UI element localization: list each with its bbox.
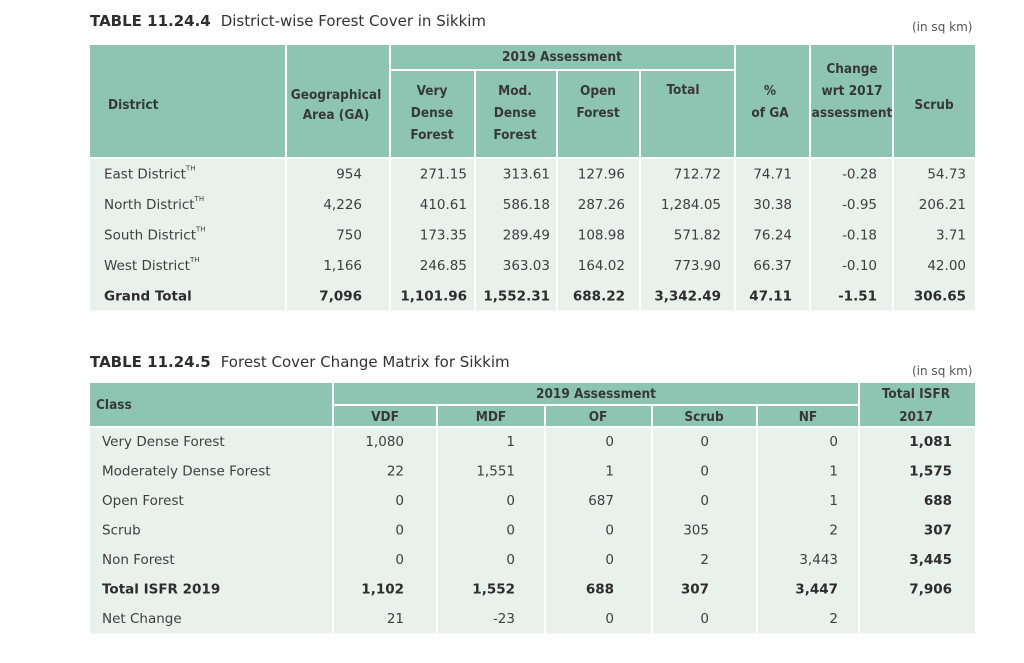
table1-cell: -0.28	[842, 166, 877, 183]
table2-cell: 1,102	[361, 581, 404, 598]
table2-class-name: Net Change	[102, 610, 182, 627]
table2-cell: 0	[506, 522, 515, 539]
trademark-superscript: TH	[194, 194, 205, 203]
table1-cell: 1,284.05	[660, 196, 721, 213]
table1-cell: 954	[336, 166, 362, 183]
table2-cell: 2	[700, 551, 709, 568]
table1-cell: 108.98	[577, 227, 625, 244]
table2-cell: 1	[506, 433, 515, 450]
table2-cell: 0	[700, 463, 709, 480]
table2-header-class: Class	[96, 397, 132, 413]
table1-header-pct-line: of GA	[751, 105, 789, 121]
trademark-superscript: TH	[189, 255, 200, 264]
table2-header-total: Total ISFR	[881, 386, 951, 402]
table1-total-label: Grand Total	[104, 288, 192, 305]
table2-cell: 0	[700, 610, 709, 627]
table1-cell: 4,226	[323, 196, 362, 213]
table1-cell: 571.82	[673, 227, 721, 244]
table1-cell: 3,342.49	[654, 288, 721, 305]
table2-group-header: 2019 Assessment	[536, 386, 656, 402]
table1-header-ga-line: Geographical	[290, 87, 382, 103]
table2-class-name: Moderately Dense Forest	[102, 463, 271, 480]
table1-cell: 164.02	[577, 257, 625, 274]
table2-class-name: Open Forest	[102, 492, 184, 509]
table2-row-total: 1,575	[909, 463, 952, 480]
table1-cell: 54.73	[927, 166, 966, 183]
table2-class-name: Scrub	[102, 522, 141, 539]
table2-header-col: MDF	[475, 409, 507, 425]
table2-cell: 0	[829, 433, 838, 450]
table2-cell: 0	[700, 492, 709, 509]
table2-cell: 0	[506, 492, 515, 509]
table2-cell: 0	[506, 551, 515, 568]
table2-cell: 2	[829, 522, 838, 539]
table2-cell: 688	[585, 581, 614, 598]
table1-cell: 688.22	[572, 288, 625, 305]
table2-cell: 2	[829, 610, 838, 627]
table1-header-scrub: Scrub	[914, 97, 954, 113]
table1-header-change-line: Change	[826, 61, 878, 77]
table2-row-total: 1,081	[909, 433, 952, 450]
table2-units: (in sq km)	[912, 364, 973, 378]
table2-header-col: Scrub	[684, 409, 724, 425]
table1-cell: 289.49	[502, 227, 550, 244]
table2-cell: 1,552	[472, 581, 515, 598]
table1-cell: 712.72	[673, 166, 721, 183]
table2-title: Forest Cover Change Matrix for Sikkim	[220, 353, 510, 371]
table1-header-mdf-line: Forest	[493, 127, 537, 143]
table2-cell: 0	[395, 551, 404, 568]
table1-cell: -0.18	[842, 227, 877, 244]
table1-units: (in sq km)	[912, 20, 973, 34]
table1-label: TABLE 11.24.4	[90, 12, 211, 30]
table1-cell: 3.71	[935, 227, 966, 244]
trademark-superscript: TH	[196, 225, 206, 234]
table1-cell: 30.38	[753, 196, 792, 213]
table1-cell: 76.24	[753, 227, 792, 244]
table2-cell: 22	[386, 463, 404, 480]
table1-header-change-line: wrt 2017	[821, 83, 883, 99]
table1-header-of-line: Open	[580, 83, 616, 99]
table2-total-label: Total ISFR 2019	[102, 581, 221, 598]
table2-cell: -23	[492, 610, 515, 627]
table1-district-name: North District$^{TH}$	[104, 194, 205, 213]
table2-class-name: Non Forest	[102, 551, 175, 568]
table2-cell: 305	[683, 522, 709, 539]
table2-row-total: 688	[923, 492, 952, 509]
table1-header-vdf-line: Very	[416, 83, 448, 99]
table2-cell: 0	[605, 433, 614, 450]
table2-row-total: 3,445	[909, 551, 952, 568]
table1-group-header: 2019 Assessment	[502, 49, 622, 65]
table2-row-total: 307	[923, 522, 952, 539]
table2-cell: 0	[605, 522, 614, 539]
table2-cell: 21	[386, 610, 404, 627]
table1-cell: 750	[336, 227, 362, 244]
table2-cell: 0	[700, 433, 709, 450]
table1-cell: -1.51	[838, 288, 877, 305]
table1-cell: 74.71	[753, 166, 792, 183]
table1-cell: 306.65	[913, 288, 966, 305]
table1-cell: 47.11	[749, 288, 792, 305]
table1-header-mdf-line: Dense	[493, 105, 537, 121]
table2-header-col: VDF	[371, 409, 399, 425]
table1-cell: -0.10	[842, 257, 877, 274]
table1-cell: 363.03	[502, 257, 550, 274]
table1-cell: 7,096	[319, 288, 362, 305]
table2-cell: 1	[829, 463, 838, 480]
trademark-superscript: TH	[185, 164, 196, 173]
table1-cell: -0.95	[842, 196, 877, 213]
table1-cell: 410.61	[419, 196, 467, 213]
table1-header-mdf-line: Mod.	[498, 83, 532, 99]
table2-body-bg	[90, 427, 975, 634]
table1-cell: 66.37	[753, 257, 792, 274]
table2-cell: 1	[605, 463, 614, 480]
table2-row-total: 7,906	[909, 581, 952, 598]
table1	[90, 45, 975, 311]
table2-cell: 1,080	[365, 433, 404, 450]
table1-header-district: District	[108, 97, 159, 113]
table1-district-name: West District$^{TH}$	[104, 255, 200, 274]
table1-header-ga-line: Area (GA)	[302, 107, 370, 123]
table1-cell: 1,552.31	[483, 288, 550, 305]
table1-cell: 173.35	[419, 227, 467, 244]
table1-cell: 127.96	[577, 166, 625, 183]
table1-cell: 313.61	[502, 166, 550, 183]
table1-cell: 246.85	[419, 257, 467, 274]
table1-header-pct-line: %	[763, 83, 777, 99]
table2-cell: 3,443	[799, 551, 838, 568]
table2-label: TABLE 11.24.5	[90, 353, 211, 371]
table2-cell: 1,551	[476, 463, 515, 480]
table2-cell: 3,447	[795, 581, 838, 598]
table2-cell: 0	[605, 610, 614, 627]
table1-header-vdf-line: Dense	[410, 105, 454, 121]
table2-header-col: OF	[588, 409, 608, 425]
table1-cell: 586.18	[502, 196, 550, 213]
table1-header-of-line: Forest	[576, 105, 620, 121]
table1-cell: 1,166	[323, 257, 362, 274]
table1-header-total: Total	[666, 82, 700, 98]
table2	[90, 383, 975, 634]
table1-header-vdf-line: Forest	[410, 127, 454, 143]
table1-cell: 271.15	[419, 166, 467, 183]
table1-cell: 287.26	[577, 196, 625, 213]
table2-header-total-year: 2017	[899, 409, 933, 425]
table2-cell: 0	[605, 551, 614, 568]
table1-cell: 773.90	[673, 257, 721, 274]
table1-district-name: East District$^{TH}$	[104, 164, 196, 183]
table2-cell: 0	[395, 492, 404, 509]
table2-cell: 0	[395, 522, 404, 539]
table2-class-name: Very Dense Forest	[102, 433, 225, 450]
table1-cell: 1,101.96	[400, 288, 467, 305]
table2-header-col: NF	[798, 409, 818, 425]
table1-district-name: South District$^{TH}$	[104, 225, 206, 244]
table1-cell: 42.00	[927, 257, 966, 274]
table2-cell: 1	[829, 492, 838, 509]
table2-cell: 687	[588, 492, 614, 509]
table1-header-change-line: assessment	[811, 105, 893, 121]
table1-cell: 206.21	[918, 196, 966, 213]
table1-title: District-wise Forest Cover in Sikkim	[220, 12, 487, 30]
table2-cell: 307	[680, 581, 709, 598]
